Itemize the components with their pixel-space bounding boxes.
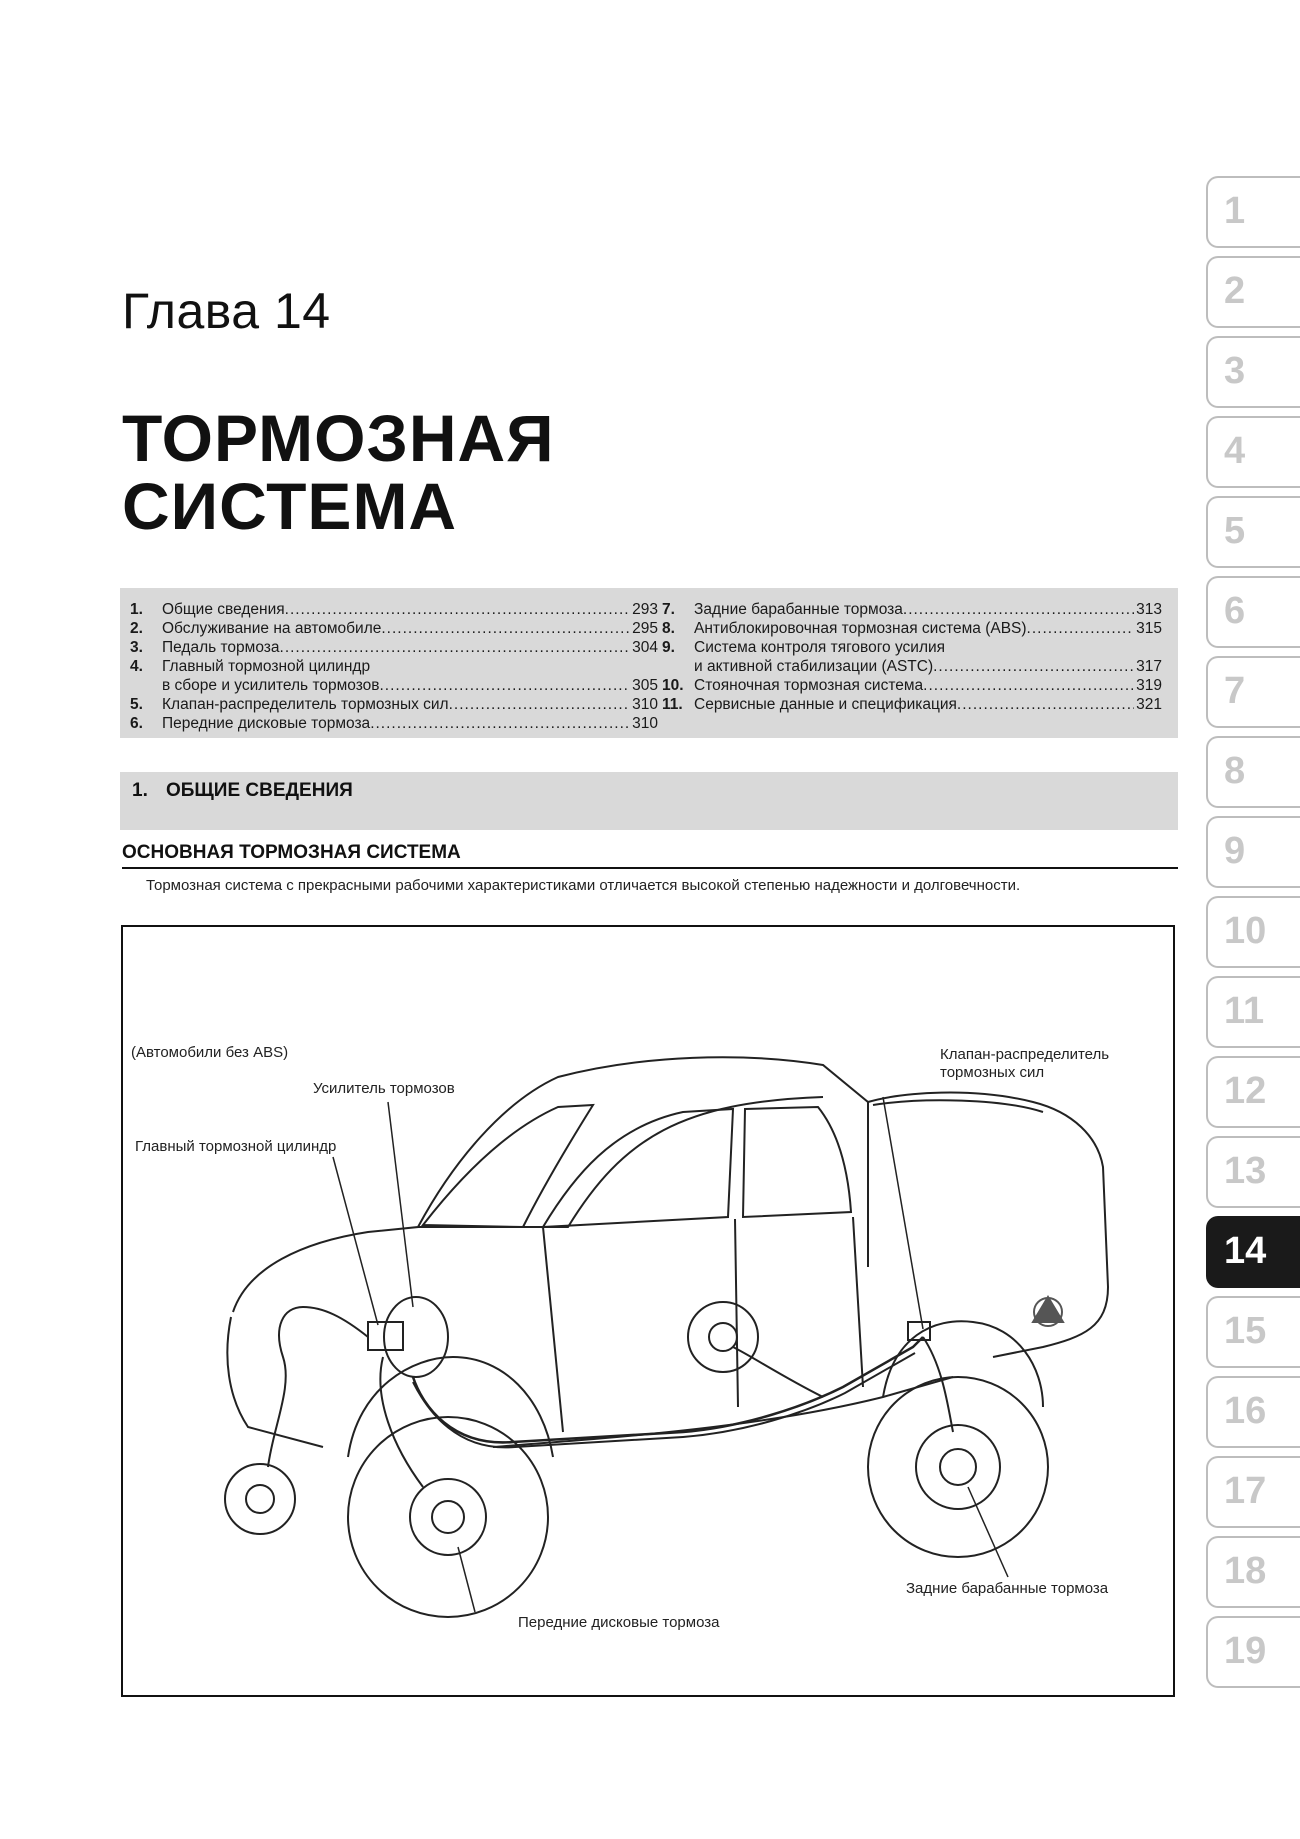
toc-item[interactable] <box>130 600 658 619</box>
toc-page: 313 <box>1136 601 1162 618</box>
toc-item[interactable] <box>130 714 658 733</box>
toc-item-continuation[interactable] <box>130 676 658 695</box>
chapter-tab-19[interactable]: 19 <box>1206 1616 1300 1688</box>
chapter-tab-2[interactable]: 2 <box>1206 256 1300 328</box>
chapter-tab-8[interactable]: 8 <box>1206 736 1300 808</box>
chapter-tab-6[interactable]: 6 <box>1206 576 1300 648</box>
toc-num: 11. <box>662 696 683 713</box>
leader-rear <box>968 1487 1008 1577</box>
toc-left-column <box>130 600 658 733</box>
label-rear-brakes: Задние барабанные тормоза <box>906 1580 1109 1597</box>
far-rear-hub <box>709 1323 737 1351</box>
rear-drum <box>916 1425 1000 1509</box>
toc-num: 7. <box>662 601 675 618</box>
chapter-tab-15[interactable]: 15 <box>1206 1296 1300 1368</box>
toc-item[interactable] <box>662 676 1162 695</box>
front-hub <box>432 1501 464 1533</box>
leader-master-cylinder <box>333 1157 378 1325</box>
toc-text-continuation: и активной стабилизации (ASTC) <box>694 658 934 675</box>
chapter-tab-18[interactable]: 18 <box>1206 1536 1300 1608</box>
toc-text: Клапан-распределитель тормозных сил <box>162 696 449 713</box>
table-of-contents <box>120 588 1178 738</box>
toc-text: Система контроля тягового усилия <box>694 639 946 656</box>
toc-page: 321 <box>1136 696 1162 713</box>
toc-item[interactable] <box>662 695 1162 714</box>
label-front-brakes: Передние дисковые тормоза <box>518 1614 720 1631</box>
toc-num: 4. <box>130 658 143 675</box>
section-heading-bar <box>120 772 1178 830</box>
chapter-tab-17[interactable]: 17 <box>1206 1456 1300 1528</box>
leader-valve <box>883 1097 923 1329</box>
left-front-hub <box>246 1485 274 1513</box>
rear-door-window <box>743 1107 851 1217</box>
front-bumper <box>227 1317 323 1447</box>
brake-line-far-rear <box>733 1347 823 1397</box>
chapter-title-line-2: СИСТЕМА <box>122 469 458 543</box>
front-disc <box>410 1479 486 1555</box>
toc-text: Передние дисковые тормоза <box>162 715 371 732</box>
chapter-tab-7[interactable]: 7 <box>1206 656 1300 728</box>
label-valve-line2: тормозных сил <box>940 1064 1045 1081</box>
leader-booster <box>388 1102 413 1307</box>
toc-item[interactable] <box>130 619 658 638</box>
toc-page: 304 <box>632 639 658 656</box>
toc-page: 319 <box>1136 677 1162 694</box>
toc-item[interactable] <box>662 600 1162 619</box>
toc-num: 9. <box>662 639 675 656</box>
figure-note: (Автомобили без ABS) <box>131 1044 289 1061</box>
chapter-tab-9[interactable]: 9 <box>1206 816 1300 888</box>
truck-bed <box>868 1100 1043 1267</box>
brake-line-front <box>268 1307 368 1467</box>
toc-item[interactable] <box>130 638 658 657</box>
toc-text: Главный тормозной цилиндр <box>162 658 371 675</box>
rear-wheel <box>868 1377 1048 1557</box>
chapter-tab-3[interactable]: 3 <box>1206 336 1300 408</box>
toc-text: Антиблокировочная тормозная система (ABS) <box>694 620 1027 637</box>
far-rear-drum <box>688 1302 758 1372</box>
proportioning-valve <box>908 1322 930 1340</box>
toc-text-continuation: в сборе и усилитель тормозов <box>162 677 380 694</box>
toc-page: 310 <box>632 715 658 732</box>
toc-page: 315 <box>1136 620 1162 637</box>
toc-text: Педаль тормоза <box>162 639 280 656</box>
toc-num: 3. <box>130 639 143 656</box>
body-paragraph: Тормозная система с прекрасными рабочими характеристиками отличается высокой степенью надежности и долговечности. <box>146 877 1021 894</box>
toc-item[interactable] <box>662 638 1162 657</box>
chapter-title-line-1: ТОРМОЗНАЯ <box>122 401 555 475</box>
section-number: 1. <box>132 780 148 801</box>
toc-item[interactable] <box>662 619 1162 638</box>
toc-num: 1. <box>130 601 143 618</box>
chapter-tab-14[interactable]: 14 <box>1206 1216 1300 1288</box>
front-door-window <box>543 1109 733 1227</box>
toc-num: 10. <box>662 677 684 694</box>
chapter-tab-12[interactable]: 12 <box>1206 1056 1300 1128</box>
toc-right-column <box>662 600 1162 714</box>
brake-system-figure <box>121 925 1175 1697</box>
chapter-label: Глава 14 <box>122 283 331 339</box>
toc-text: Стояночная тормозная система <box>694 677 924 694</box>
chapter-tab-16[interactable]: 16 <box>1206 1376 1300 1448</box>
left-front-disc <box>225 1464 295 1534</box>
subheading: ОСНОВНАЯ ТОРМОЗНАЯ СИСТЕМА <box>122 842 1178 869</box>
toc-num: 5. <box>130 696 143 713</box>
label-master-cylinder: Главный тормозной цилиндр <box>135 1138 337 1155</box>
publisher-logo-icon <box>1033 1297 1063 1322</box>
toc-page: 295 <box>632 620 658 637</box>
toc-page: 310 <box>632 696 658 713</box>
chapter-tab-13[interactable]: 13 <box>1206 1136 1300 1208</box>
toc-item[interactable] <box>130 657 658 676</box>
toc-page: 293 <box>632 601 658 618</box>
label-valve-line1: Клапан-распределитель <box>940 1046 1110 1063</box>
toc-text: Общие сведения <box>162 601 285 618</box>
toc-text: Задние барабанные тормоза <box>694 601 903 618</box>
section-title: ОБЩИЕ СВЕДЕНИЯ <box>166 780 353 801</box>
toc-item-continuation[interactable] <box>662 657 1162 676</box>
toc-text: Обслуживание на автомобиле <box>162 620 382 637</box>
toc-page: 317 <box>1136 658 1162 675</box>
chapter-tab-10[interactable]: 10 <box>1206 896 1300 968</box>
label-booster: Усилитель тормозов <box>313 1080 455 1097</box>
toc-num: 6. <box>130 715 143 732</box>
chapter-title <box>122 401 555 543</box>
chapter-tab-4[interactable]: 4 <box>1206 416 1300 488</box>
chapter-tab-11[interactable]: 11 <box>1206 976 1300 1048</box>
toc-num: 8. <box>662 620 675 637</box>
windshield <box>423 1105 593 1227</box>
leader-front <box>458 1547 475 1612</box>
chapter-tab-1[interactable]: 1 <box>1206 176 1300 248</box>
toc-item[interactable] <box>130 695 658 714</box>
chapter-tab-5[interactable]: 5 <box>1206 496 1300 568</box>
toc-page: 305 <box>632 677 658 694</box>
rear-hub <box>940 1449 976 1485</box>
toc-num: 2. <box>130 620 143 637</box>
toc-text: Сервисные данные и спецификация <box>694 696 957 713</box>
